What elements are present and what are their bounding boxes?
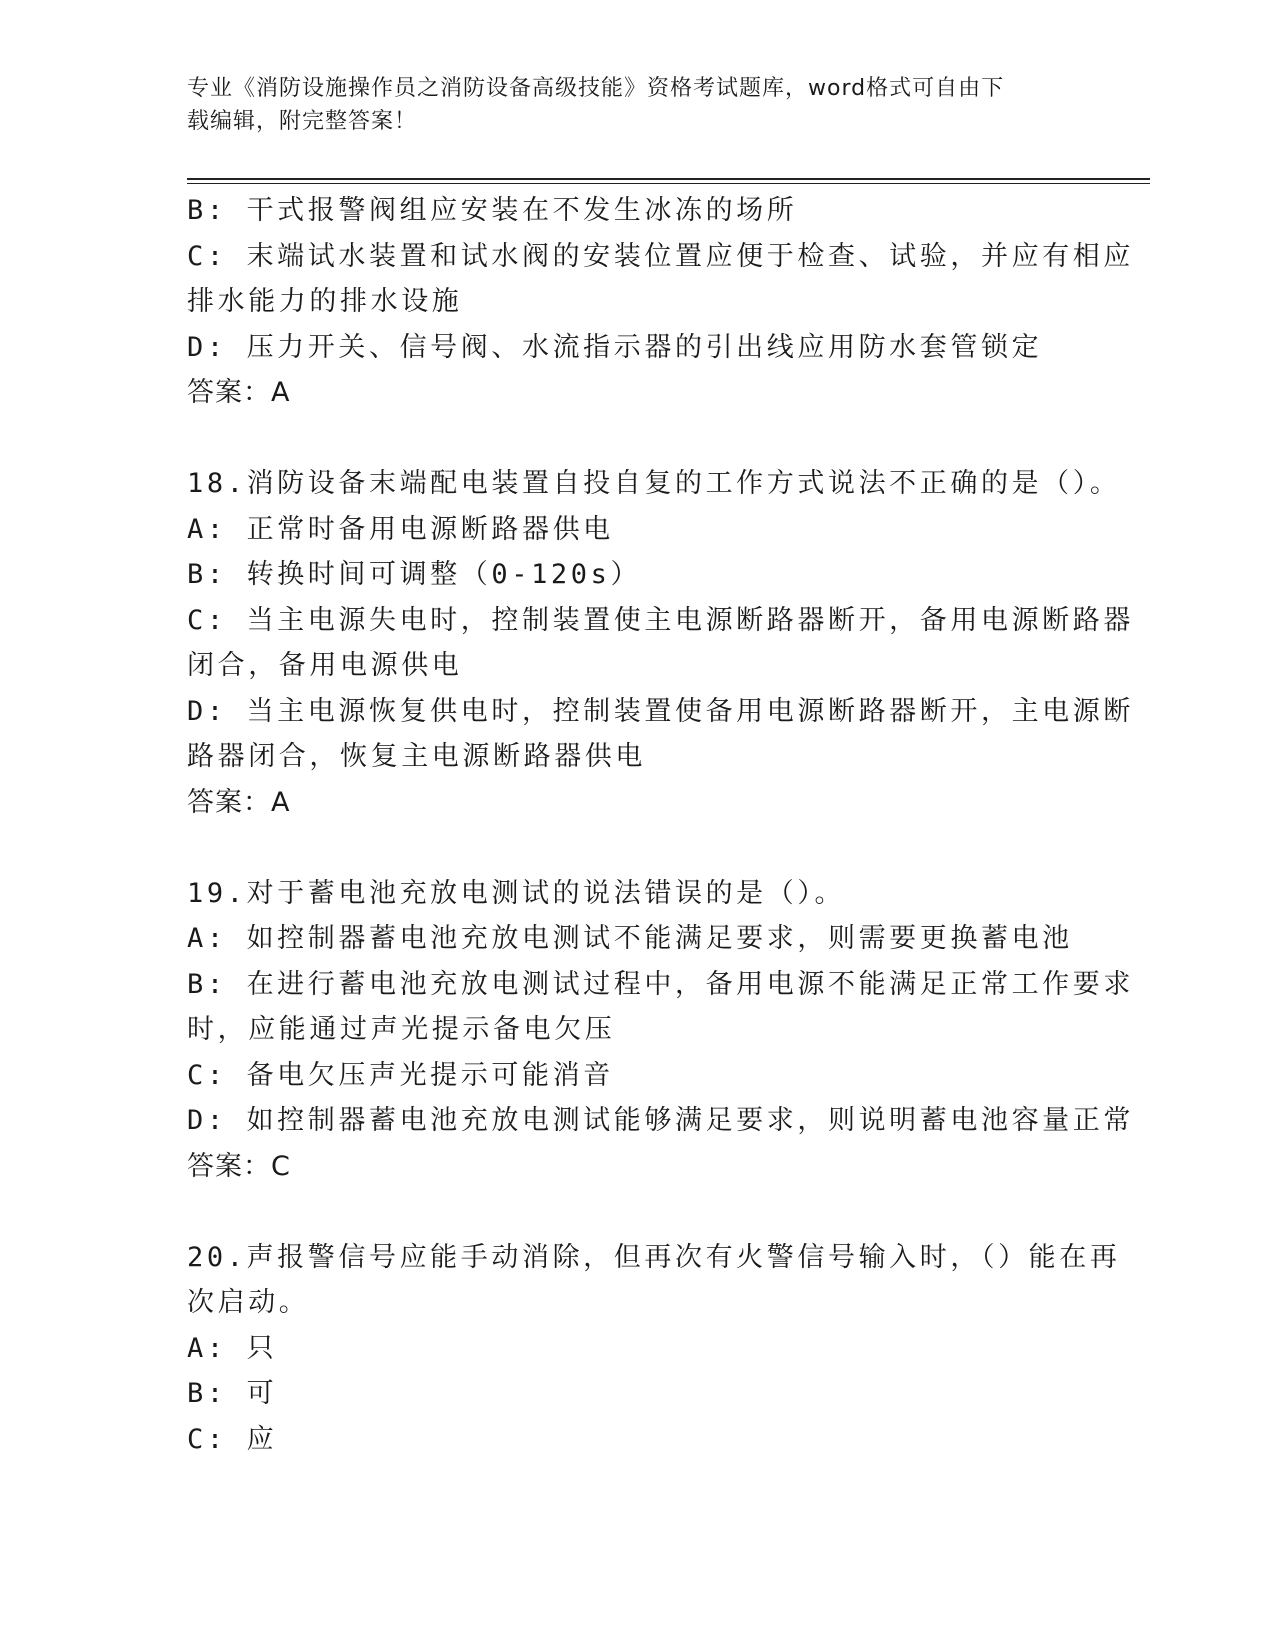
header-rule-thin [187, 183, 1150, 184]
answer-label: 答案：A [187, 377, 291, 408]
spacer [187, 1189, 1077, 1235]
answer-label: 答案：C [187, 1150, 291, 1182]
question-text: 18.消防设备末端配电装置自投自复的工作方式说法不正确的是（）。 [187, 468, 1121, 499]
question-17-tail [187, 188, 1134, 416]
option-d: D: 如控制器蓄电池充放电测试能够满足要求，则说明蓄电池容量正常 [187, 1105, 1134, 1136]
option-c: C: 末端试水装置和试水阀的安装位置应便于检查、试验，并应有相应 [187, 240, 1134, 272]
header-line-2: 载编辑，附完整答案！ [187, 109, 418, 134]
option-b: B: 在进行蓄电池充放电测试过程中，备用电源不能满足正常工作要求 [187, 968, 1134, 1000]
question-19 [187, 871, 1134, 1190]
option-a: A: 如控制器蓄电池充放电测试不能满足要求，则需要更换蓄电池 [187, 923, 1073, 954]
document-header [187, 72, 1077, 138]
option-b-continued: 时，应能通过声光提示备电欠压 [187, 1014, 616, 1045]
answer-label: 答案：A [187, 786, 291, 818]
option-c: C: 当主电源失电时，控制装置使主电源断路器断开，备用电源断路器 [187, 604, 1134, 636]
option-c-continued: 排水能力的排水设施 [187, 286, 463, 317]
option-d: D: 压力开关、信号阀、水流指示器的引出线应用防水套管锁定 [187, 331, 1043, 363]
option-b: B: 转换时间可调整（0-120s） [187, 559, 642, 590]
header-line-1: 专业《消防设施操作员之消防设备高级技能》资格考试题库，word格式可自由下 [187, 76, 1005, 101]
option-d: D: 当主电源恢复供电时，控制装置使备用电源断路器断开，主电源断 [187, 695, 1134, 727]
option-d-continued: 路器闭合，恢复主电源断路器供电 [187, 741, 646, 772]
question-list [187, 188, 1134, 1462]
spacer [187, 825, 1077, 871]
header-rule-thick [187, 178, 1150, 180]
option-c-continued: 闭合，备用电源供电 [187, 650, 463, 681]
option-a: A: 正常时备用电源断路器供电 [187, 513, 614, 545]
spacer [187, 416, 1077, 462]
option-b: B: 可 [187, 1378, 278, 1409]
option-c: C: 备电欠压声光提示可能消音 [187, 1059, 614, 1091]
question-text: 20.声报警信号应能手动消除，但再次有火警信号输入时，（）能在再 [187, 1241, 1121, 1273]
question-text: 19.对于蓄电池充放电测试的说法错误的是（）。 [187, 877, 846, 909]
question-18 [187, 461, 1134, 825]
option-b: B: 干式报警阀组应安装在不发生冰冻的场所 [187, 195, 798, 226]
option-a: A: 只 [187, 1332, 278, 1364]
question-20 [187, 1235, 1121, 1463]
question-text-continued: 次启动。 [187, 1287, 310, 1318]
option-c: C: 应 [187, 1423, 278, 1455]
